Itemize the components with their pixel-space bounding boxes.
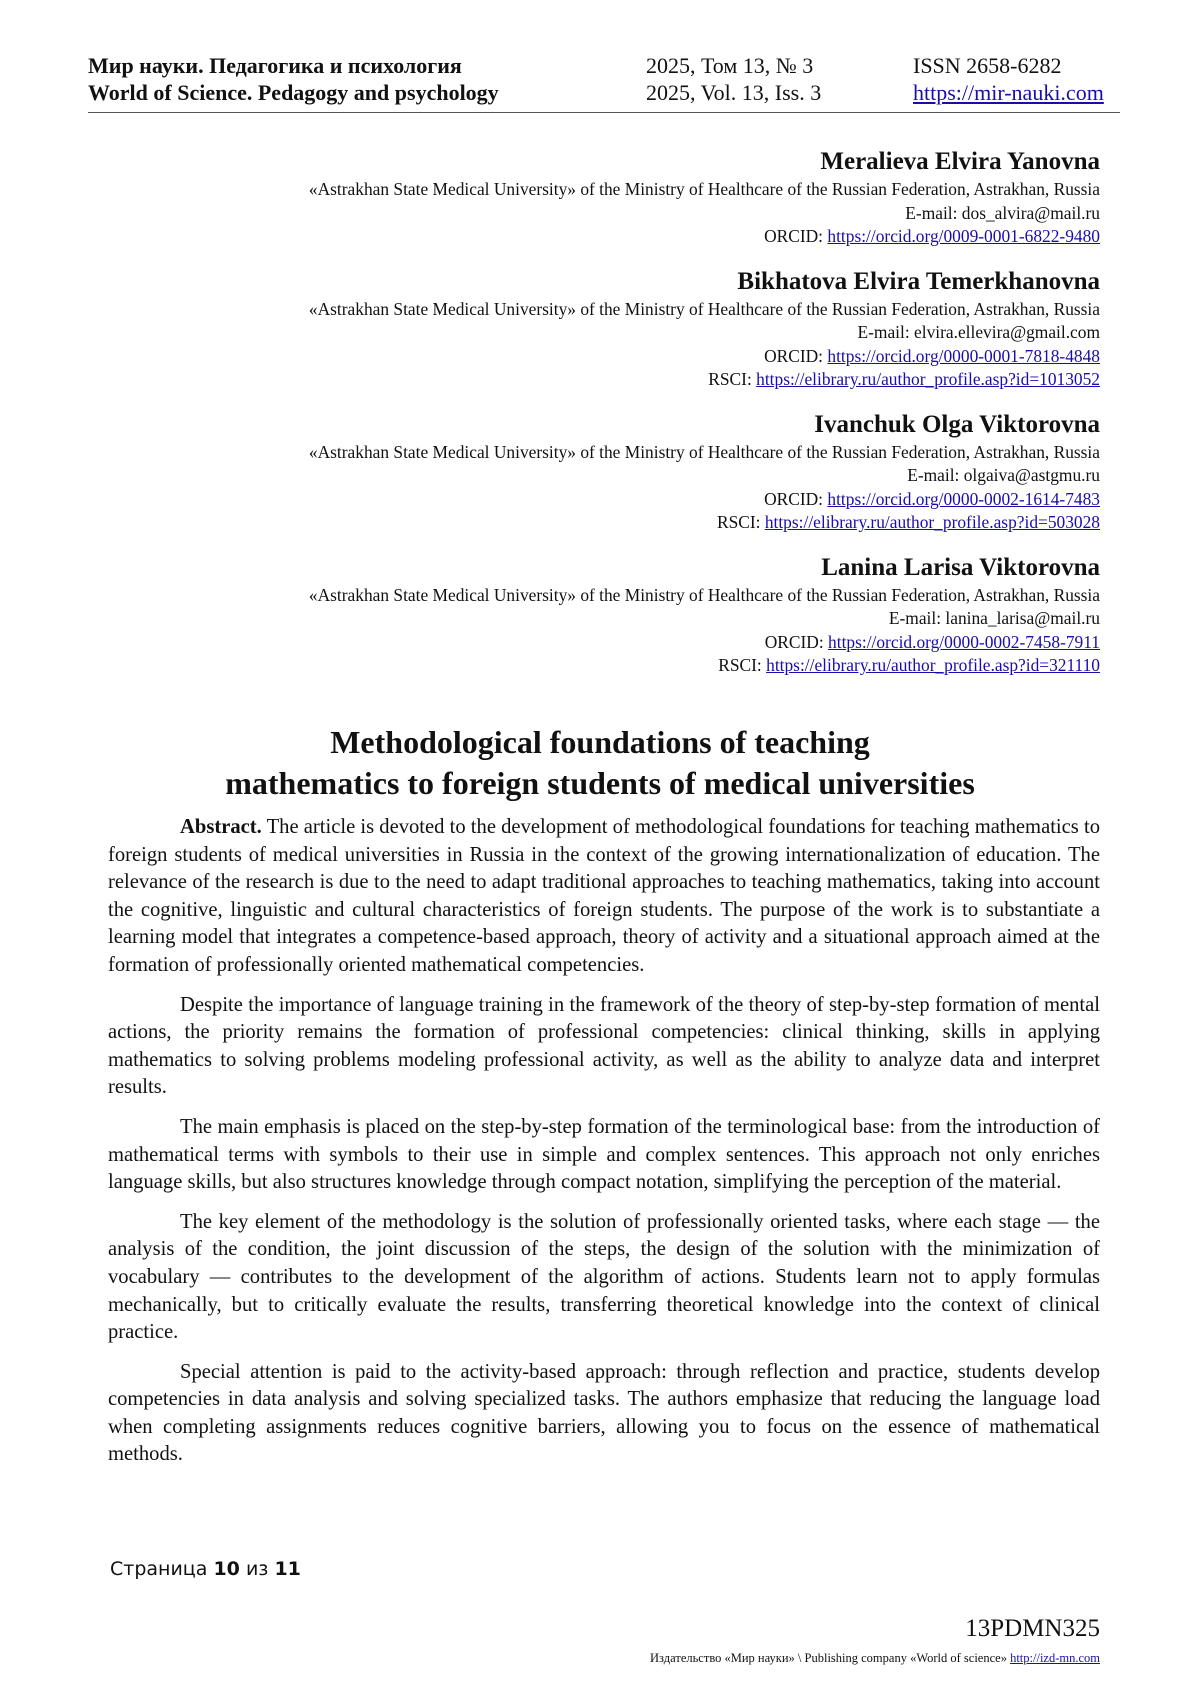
- author-rsci: RSCI: https://elibrary.ru/author_profile.asp?id=503028: [716, 512, 1100, 532]
- author-orcid: ORCID: https://orcid.org/0000-0001-7818-4848: [764, 345, 1100, 366]
- journal-title-en: World of Science. Pedagogy and psychology: [88, 80, 499, 105]
- journal-title: [88, 52, 499, 106]
- author-email: E-mail: lanina_larisa@mail.ru: [888, 608, 1100, 628]
- author-affiliation: «Astrakhan State Medical University» of the Ministry of Healthcare of the Russian Federation, Astrakhan, Russia: [308, 584, 1100, 605]
- running-header: [88, 52, 1120, 113]
- issue-ru: 2025, Том 13, № 3: [646, 53, 814, 78]
- abstract-body: [108, 814, 1100, 1481]
- author-email: E-mail: elvira.ellevira@gmail.com: [857, 322, 1100, 342]
- abstract-paragraph: The key element of the methodology is the solution of professionally oriented tasks, where each stage — the analysis of the condition, the joint discussion of the steps, the design of the solution with the minimization of vocabulary — contributes to the development of the algorithm of actions. Students learn not to apply formulas mechanically, but to critically evaluate the results, transferring theoretical knowledge into the context of clinical practice.: [108, 1210, 1100, 1344]
- author-entry: [120, 146, 1100, 249]
- journal-title-ru: Мир науки. Педагогика и психология: [88, 53, 462, 78]
- author-orcid: ORCID: https://orcid.org/0000-0002-7458-7911: [764, 631, 1100, 652]
- author-rsci: RSCI: https://elibrary.ru/author_profile.asp?id=1013052: [708, 369, 1100, 389]
- author-entry: [120, 552, 1100, 678]
- author-rsci: RSCI: https://elibrary.ru/author_profile.asp?id=321110: [718, 655, 1100, 675]
- author-name: Lanina Larisa Viktorovna: [821, 553, 1100, 581]
- orcid-link[interactable]: https://orcid.org/0000-0002-1614-7483: [827, 488, 1100, 509]
- author-entry: [120, 409, 1100, 535]
- journal-site-link[interactable]: https://mir-nauki.com: [913, 80, 1104, 105]
- publisher-line: Издательство «Мир науки» \ Publishing company «World of science» http://izd-mn.com: [650, 1651, 1100, 1665]
- article-code: 13PDMN325: [965, 1615, 1100, 1642]
- abstract-paragraph: Abstract. The article is devoted to the development of methodological foundations for teaching mathematics to foreign students of medical universities in Russia in the context of the growing internationalization of education. The relevance of the research is due to the need to adapt traditional approaches to teaching mathematics, taking into account the cognitive, linguistic and cultural characteristics of foreign students. The purpose of the work is to substantiate a learning model that integrates a competence-based approach, theory of activity and a situational approach aimed at the formation of professionally oriented mathematical competencies.: [108, 816, 1100, 976]
- authors-block: [120, 146, 1100, 695]
- abstract-paragraph: Despite the importance of language training in the framework of the theory of step-by-step formation of mental actions, the priority remains the formation of professional competencies: clinical thinking, skills in applying mathematics to solving problems modeling professional activity, as well as the ability to analyze data and interpret results.: [108, 993, 1100, 1099]
- article-title-line: Methodological foundations of teaching: [330, 724, 870, 760]
- orcid-link[interactable]: https://orcid.org/0000-0002-7458-7911: [828, 631, 1100, 652]
- author-name: Ivanchuk Olga Viktorovna: [814, 410, 1100, 438]
- author-orcid: ORCID: https://orcid.org/0000-0002-1614-7483: [764, 488, 1100, 509]
- article-title: [100, 722, 1100, 804]
- abstract-paragraph: Special attention is paid to the activity-based approach: through reflection and practice, students develop competencies in data analysis and solving specialized tasks. The authors emphasize that reducing the language load when completing assignments reduces cognitive barriers, allowing you to focus on the essence of mathematical methods.: [108, 1360, 1100, 1466]
- author-affiliation: «Astrakhan State Medical University» of the Ministry of Healthcare of the Russian Federation, Astrakhan, Russia: [308, 179, 1100, 199]
- author-name: Bikhatova Elvira Temerkhanovna: [737, 267, 1100, 295]
- author-affiliation: «Astrakhan State Medical University» of the Ministry of Healthcare of the Russian Federation, Astrakhan, Russia: [308, 298, 1100, 319]
- author-name: Meralieva Elvira Yanovna: [820, 148, 1100, 175]
- author-orcid: ORCID: https://orcid.org/0009-0001-6822-9480: [764, 226, 1100, 246]
- orcid-link[interactable]: https://orcid.org/0000-0001-7818-4848: [827, 345, 1100, 366]
- article-title-line: mathematics to foreign students of medical universities: [225, 765, 975, 801]
- author-email: E-mail: dos_alvira@mail.ru: [905, 202, 1100, 223]
- abstract-paragraph: The main emphasis is placed on the step-by-step formation of the terminological base: from the introduction of mathematical terms with symbols to their use in simple and complex sentences. This approach not only enriches language skills, but also structures knowledge through compact notation, simplifying the perception of the material.: [108, 1115, 1100, 1194]
- rsci-link[interactable]: https://elibrary.ru/author_profile.asp?id=1013052: [756, 369, 1100, 389]
- orcid-link[interactable]: https://orcid.org/0009-0001-6822-9480: [827, 226, 1100, 246]
- author-email: E-mail: olgaiva@astgmu.ru: [907, 465, 1100, 485]
- author-affiliation: «Astrakhan State Medical University» of the Ministry of Healthcare of the Russian Federation, Astrakhan, Russia: [308, 441, 1100, 462]
- issue-info: [646, 52, 821, 106]
- journal-ids: [913, 52, 1104, 106]
- publisher-link[interactable]: http://izd-mn.com: [1010, 1651, 1100, 1665]
- rsci-link[interactable]: https://elibrary.ru/author_profile.asp?id=321110: [766, 655, 1100, 675]
- rsci-link[interactable]: https://elibrary.ru/author_profile.asp?id=503028: [764, 512, 1100, 532]
- author-entry: [120, 266, 1100, 392]
- abstract-label: Abstract.: [180, 816, 262, 838]
- page-number: Страница 10 из 11: [110, 1558, 301, 1580]
- issue-en: 2025, Vol. 13, Iss. 3: [646, 80, 822, 105]
- issn: ISSN 2658-6282: [913, 53, 1062, 78]
